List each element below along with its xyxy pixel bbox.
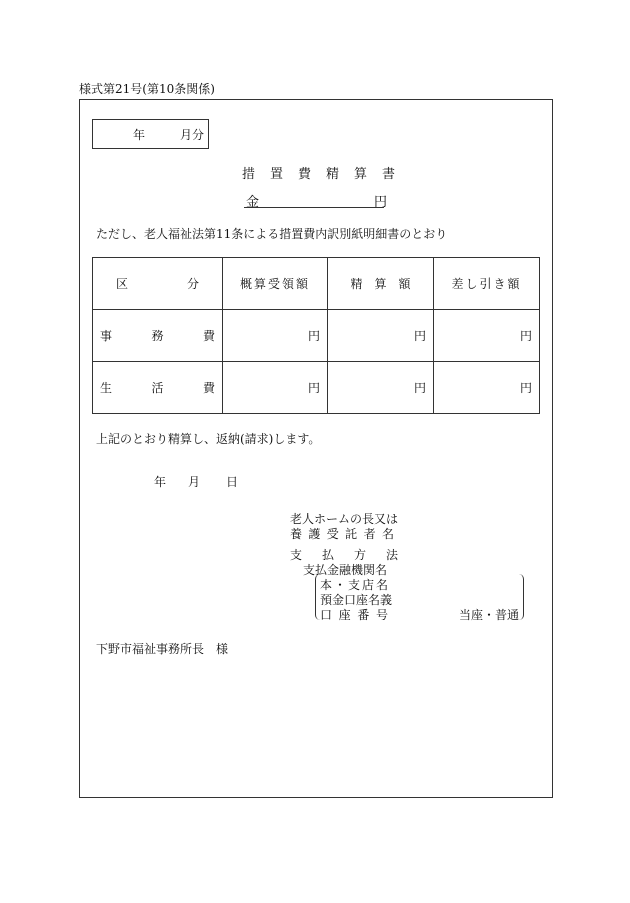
amount-underline bbox=[244, 207, 384, 208]
account-holder-label: 預金口座名義 bbox=[320, 593, 393, 607]
header-estimate: 概算受領額 bbox=[223, 258, 328, 310]
amount-prefix: 金 bbox=[246, 195, 260, 210]
form-frame bbox=[79, 99, 553, 798]
account-number-label: 口 座 番 号 bbox=[320, 608, 388, 622]
estimate-cell[interactable]: 円 bbox=[223, 362, 328, 414]
difference-cell[interactable]: 円 bbox=[434, 362, 540, 414]
form-number-label: 様式第21号(第10条関係) bbox=[79, 82, 215, 96]
settlement-cell[interactable]: 円 bbox=[328, 310, 434, 362]
row-label: 生 活 費 bbox=[93, 362, 223, 414]
basis-note: ただし、老人福祉法第11条による措置費内訳別紙明細書のとおり bbox=[96, 227, 448, 241]
table-row bbox=[93, 362, 540, 414]
header-difference: 差し引き額 bbox=[434, 258, 540, 310]
header-settlement: 精 算 額 bbox=[328, 258, 434, 310]
bank-name-label: 支払金融機関名 bbox=[303, 563, 388, 577]
period-year-label: 年 bbox=[133, 128, 146, 142]
table-header-row bbox=[93, 258, 540, 310]
date-month-label: 月 bbox=[188, 475, 201, 489]
table-row bbox=[93, 310, 540, 362]
account-type-label: 当座・普通 bbox=[459, 608, 520, 622]
signatory-line2: 養 護 受 託 者 名 bbox=[290, 527, 394, 541]
difference-cell[interactable]: 円 bbox=[434, 310, 540, 362]
document-title: 措置費精算書 bbox=[242, 167, 411, 182]
closing-statement: 上記のとおり精算し、返納(請求)します。 bbox=[96, 432, 321, 446]
settlement-cell[interactable]: 円 bbox=[328, 362, 434, 414]
date-day-label: 日 bbox=[226, 475, 239, 489]
header-category: 区 分 bbox=[93, 258, 223, 310]
amount-suffix: 円 bbox=[374, 195, 388, 210]
date-year-label: 年 bbox=[154, 475, 167, 489]
settlement-table bbox=[92, 257, 540, 414]
row-label: 事 務 費 bbox=[93, 310, 223, 362]
signatory-line1: 老人ホームの長又は bbox=[290, 512, 399, 526]
addressee: 下野市福祉事務所長 様 bbox=[96, 642, 229, 656]
payment-method-label: 支 払 方 法 bbox=[290, 548, 398, 562]
period-month-label: 月分 bbox=[180, 128, 205, 142]
branch-label: 本 ・ 支 店 名 bbox=[320, 578, 388, 592]
estimate-cell[interactable]: 円 bbox=[223, 310, 328, 362]
